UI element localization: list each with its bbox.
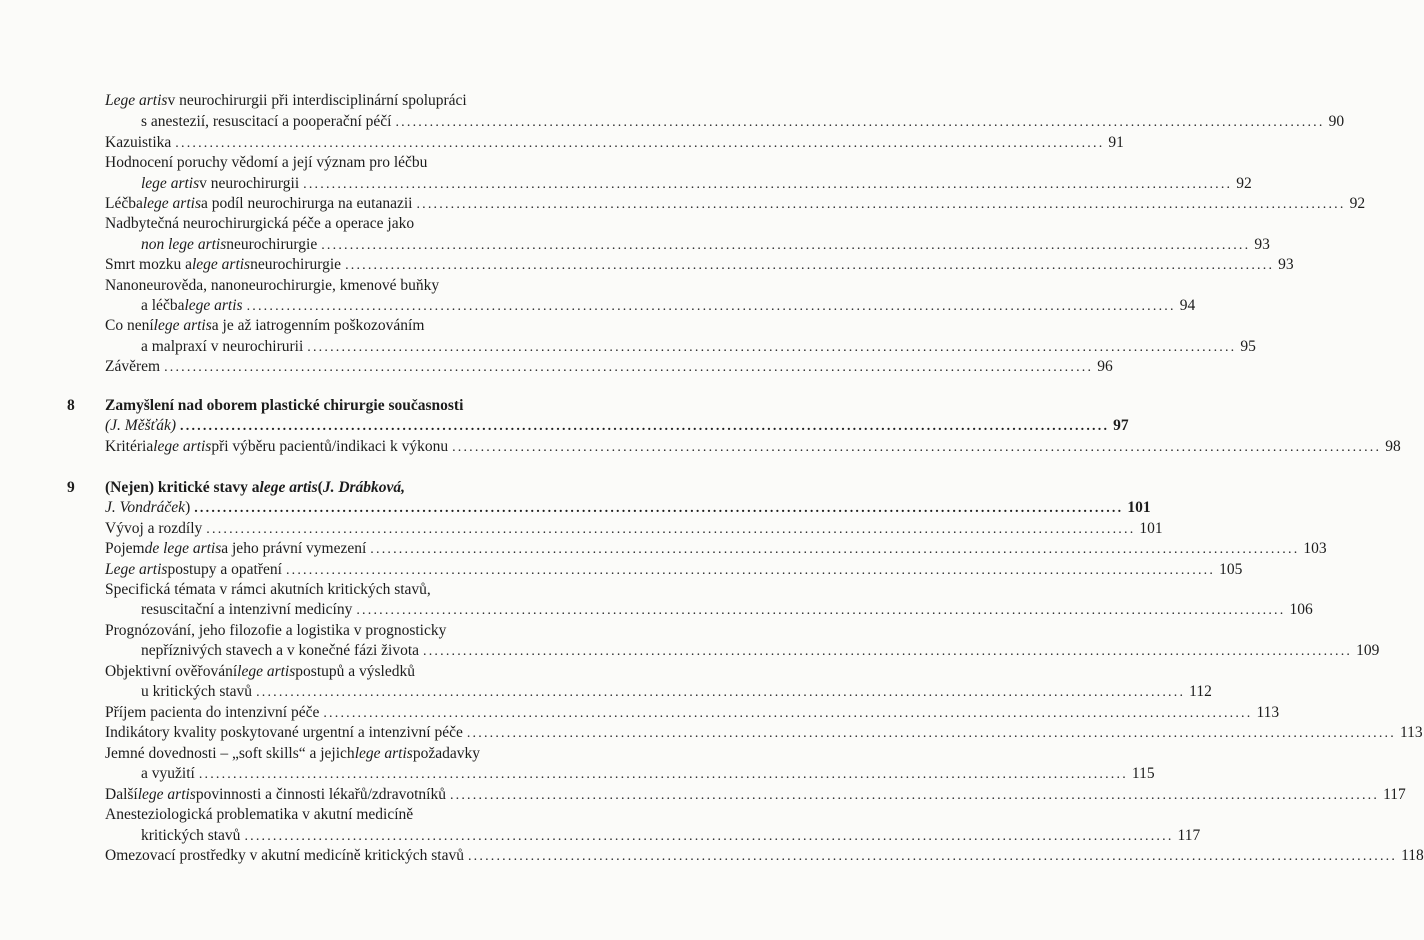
dot-leader: ...................................................................................................................................................................: [323, 706, 1253, 721]
toc-entry-text: Co není: [105, 317, 154, 334]
toc-entry-text: postupy a opatření: [167, 561, 282, 578]
page-number: 98: [1385, 438, 1401, 455]
toc-entry-text: Nadbytečná neurochirurgická péče a operace jako: [105, 215, 415, 232]
toc-entry: [105, 560, 1243, 580]
toc-entry: [105, 437, 1401, 457]
page-number: 101: [1139, 520, 1163, 537]
toc-entry: [105, 194, 1366, 214]
page-number: 112: [1189, 683, 1212, 700]
toc-entry-text: Objektivní ověřování: [105, 663, 238, 680]
toc-entry: [141, 600, 1313, 620]
toc-entry: [105, 357, 1113, 377]
toc-entry-text: Hodnocení poruchy vědomí a její význam pro léčbu: [105, 154, 428, 171]
toc-entry-text: lege artis: [259, 479, 318, 496]
toc-entry-text: a jeho právní vymezení: [221, 540, 367, 557]
toc-entry: [141, 641, 1380, 661]
toc-entry-text: Specifická témata v rámci akutních kritických stavů,: [105, 581, 431, 598]
toc-entry-text: postupů a výsledků: [295, 663, 415, 680]
toc-entry: [105, 316, 543, 336]
toc-entry-text: neurochirurgie: [226, 236, 318, 253]
toc-entry: [105, 519, 1163, 539]
toc-entry: [141, 235, 1270, 255]
toc-entry-text: a využití: [141, 765, 195, 782]
toc-entry-text: v neurochirurgii: [199, 175, 300, 192]
toc-entry-text: J. Drábková,: [322, 479, 406, 496]
page-number: 94: [1179, 297, 1196, 314]
toc-entry: [141, 682, 1212, 702]
toc-entry: [105, 478, 543, 498]
page-number: 117: [1383, 786, 1406, 803]
toc-entry-text: Prognózování, jeho filozofie a logistika v prognosticky: [105, 622, 447, 639]
toc-entry-text: (: [317, 479, 323, 496]
toc-entry: [141, 764, 1155, 784]
page-number: 109: [1356, 642, 1380, 659]
dot-leader: ...................................................................................................................................................................: [206, 522, 1136, 537]
page-number: 113: [1256, 704, 1280, 721]
toc-entry: [141, 296, 1196, 316]
page-number: 115: [1131, 765, 1155, 782]
toc-entry-text: lege artis: [137, 786, 196, 803]
toc-entry-text: lege artis: [184, 297, 243, 314]
toc-entry-text: Lege artis: [105, 92, 168, 109]
toc-entry-text: požadavky: [412, 745, 480, 762]
toc-entry-text: při výběru pacientů/indikaci k výkonu: [211, 438, 449, 455]
page-number: 92: [1236, 175, 1252, 192]
dot-leader: ...................................................................................................................................................................: [370, 542, 1300, 557]
toc-entry: [105, 580, 543, 600]
chapter-number-8: 8: [67, 397, 75, 414]
toc-entry: [141, 174, 1252, 194]
dot-leader: ...................................................................................................................................................................: [449, 788, 1380, 803]
toc-entry: [105, 744, 543, 764]
dot-leader: ...................................................................................................................................................................: [466, 726, 1396, 741]
dot-leader: ...................................................................................................................................................................: [244, 829, 1174, 844]
toc-entry-text: ): [185, 499, 191, 516]
toc-entry-text: Pojem: [105, 540, 145, 557]
toc-entry-text: Lege artis: [105, 561, 168, 578]
toc-entry: [141, 826, 1201, 846]
dot-leader: ...................................................................................................................................................................: [467, 849, 1398, 864]
page-number: 92: [1349, 195, 1366, 212]
toc-entry-text: neurochirurgie: [250, 256, 342, 273]
page-number: 96: [1097, 358, 1113, 375]
toc-entry-text: kritických stavů: [141, 827, 241, 844]
dot-leader: ...................................................................................................................................................................: [345, 258, 1275, 273]
toc-entry-text: Zamyšlení nad oborem plastické chirurgie současnosti: [105, 397, 464, 414]
toc-entry-text: lege artis: [354, 745, 413, 762]
toc-entry-text: lege artis: [153, 317, 212, 334]
dot-leader: ...................................................................................................................................................................: [395, 115, 1325, 130]
toc-entry: [105, 846, 1424, 866]
toc-entry: [105, 416, 1129, 436]
dot-leader: ...................................................................................................................................................................: [416, 197, 1346, 212]
toc-entry-text: Další: [105, 786, 138, 803]
toc-entry-text: lege artis: [237, 663, 296, 680]
page-number: 105: [1219, 561, 1243, 578]
dot-leader: ...................................................................................................................................................................: [321, 238, 1251, 253]
page-number: 117: [1177, 827, 1201, 844]
toc-entry-text: resuscitační a intenzivní medicíny: [141, 601, 353, 618]
page-number: 113: [1399, 724, 1423, 741]
page-number: 93: [1278, 256, 1294, 273]
toc-entry-text: (Nejen) kritické stavy a: [105, 479, 260, 496]
toc-entry-text: J. Vondráček: [105, 499, 186, 516]
toc-entry-text: povinnosti a činnosti lékařů/zdravotníků: [195, 786, 446, 803]
dot-leader: ...................................................................................................................................................................: [256, 685, 1186, 700]
toc-entry: [105, 91, 543, 111]
dot-leader: ...................................................................................................................................................................: [180, 419, 1110, 434]
toc-entry: [105, 153, 543, 173]
toc-entry: [141, 337, 1256, 357]
page-number: 90: [1328, 113, 1345, 130]
toc-entry-text: a podíl neurochirurga na eutanazii: [200, 195, 413, 212]
page-number: 93: [1254, 236, 1270, 253]
page-number: 118: [1401, 847, 1424, 864]
toc-entry-text: Anesteziologická problematika v akutní medicíně: [105, 806, 414, 823]
toc-entry: [105, 396, 543, 416]
toc-entry: [105, 214, 543, 234]
toc-entry-text: lege artis: [141, 175, 200, 192]
toc-entry: [105, 805, 543, 825]
toc-entry: [105, 498, 1151, 518]
toc-entry-text: s anestezií, resuscitací a pooperační péčí: [141, 113, 392, 130]
toc-entry: [105, 785, 1406, 805]
toc-entry-text: a léčba: [141, 297, 185, 314]
dot-leader: ...................................................................................................................................................................: [452, 440, 1382, 455]
toc-entry-text: Kritéria: [105, 438, 154, 455]
toc-entry-text: Příjem pacienta do intenzivní péče: [105, 704, 320, 721]
toc-entry: [105, 621, 543, 641]
toc-entry-text: Závěrem: [105, 358, 161, 375]
toc-entry-text: Vývoj a rozdíly: [105, 520, 203, 537]
toc-entry-text: lege artis: [153, 438, 212, 455]
toc-entry: [141, 112, 1345, 132]
dot-leader: ...................................................................................................................................................................: [307, 340, 1237, 355]
dot-leader: ...................................................................................................................................................................: [164, 360, 1094, 375]
toc-entry-text: u kritických stavů: [141, 683, 253, 700]
toc-entry-text: Indikátory kvality poskytované urgentní a intenzivní péče: [105, 724, 463, 741]
toc-entry: [105, 703, 1280, 723]
toc-entry-text: Smrt mozku a: [105, 256, 192, 273]
chapter-number-9: 9: [67, 479, 75, 496]
page-number: 106: [1289, 601, 1313, 618]
toc-entry: [105, 276, 543, 296]
toc-entry-text: Léčba: [105, 195, 143, 212]
toc-entry-text: de lege artis: [144, 540, 222, 557]
dot-leader: ...................................................................................................................................................................: [356, 603, 1286, 618]
toc-entry-text: Jemné dovednosti – „soft skills“ a jejich: [105, 745, 355, 762]
toc-entry-text: non lege artis: [141, 236, 227, 253]
toc-entry: [105, 723, 1423, 743]
toc-entry-text: nepříznivých stavech a v konečné fázi života: [141, 642, 420, 659]
page-number: 101: [1127, 499, 1151, 516]
toc-entry: [105, 662, 543, 682]
dot-leader: ...................................................................................................................................................................: [423, 644, 1353, 659]
dot-leader: ...................................................................................................................................................................: [175, 136, 1105, 151]
toc-entry-text: Omezovací prostředky v akutní medicíně kritických stavů: [105, 847, 464, 864]
dot-leader: ...................................................................................................................................................................: [246, 299, 1176, 314]
page-number: 103: [1303, 540, 1327, 557]
dot-leader: ...................................................................................................................................................................: [303, 177, 1233, 192]
dot-leader: ...................................................................................................................................................................: [198, 767, 1128, 782]
page-number: 95: [1240, 338, 1256, 355]
toc-entry-text: lege artis: [142, 195, 201, 212]
toc-entry-text: lege artis: [191, 256, 251, 273]
toc-entry: [105, 255, 1294, 275]
toc-entry: [105, 133, 1124, 153]
dot-leader: ...................................................................................................................................................................: [285, 563, 1216, 578]
toc-entry-text: v neurochirurgii při interdisciplinární spolupráci: [167, 92, 467, 109]
page-number: 91: [1108, 134, 1124, 151]
toc-entry-text: (J. Měšťák): [105, 417, 177, 434]
toc-entry: [105, 539, 1327, 559]
toc-entry-text: Kazuistika: [105, 134, 172, 151]
toc-entry-text: a je až iatrogenním poškozováním: [211, 317, 425, 334]
page-number: 97: [1113, 417, 1129, 434]
dot-leader: ...................................................................................................................................................................: [194, 501, 1124, 516]
toc-entry-text: a malpraxí v neurochirurii: [141, 338, 304, 355]
toc-entry-text: Nanoneurověda, nanoneurochirurgie, kmenové buňky: [105, 277, 440, 294]
